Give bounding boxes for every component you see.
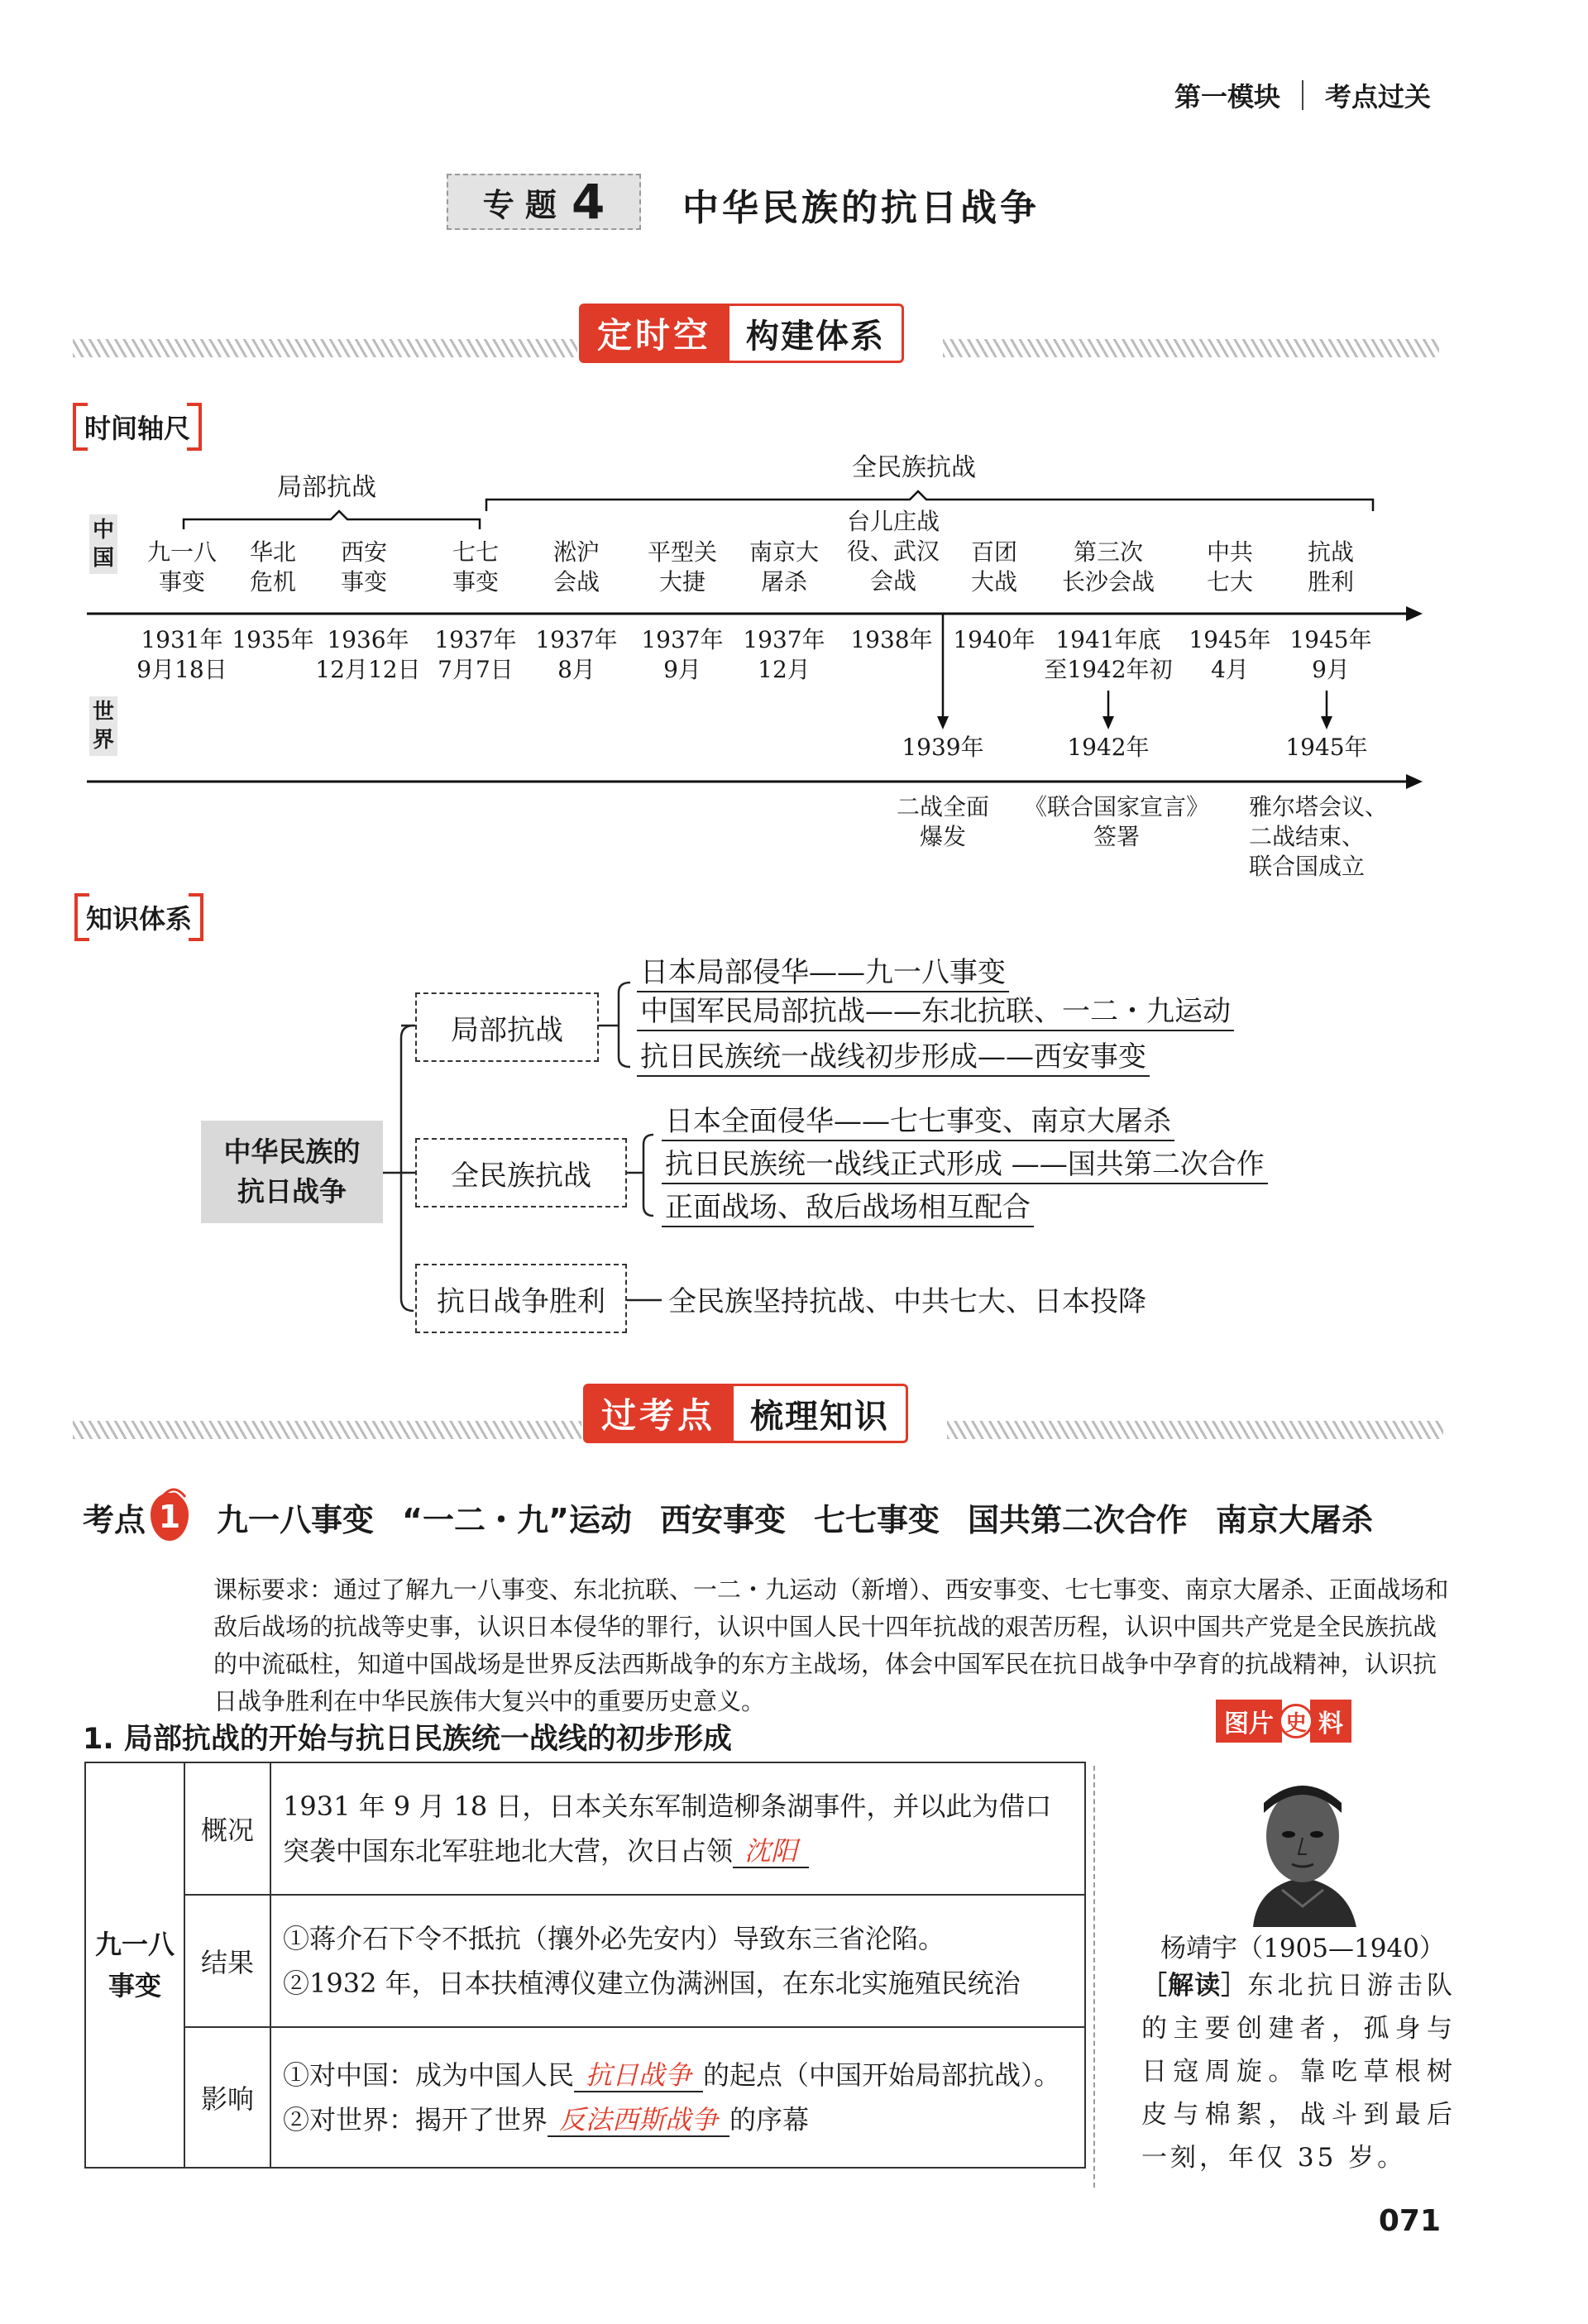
china-tag: 中 国: [89, 514, 117, 574]
portrait-yang-jingyu: [1232, 1762, 1373, 1927]
banner-stripe-left: [73, 1421, 581, 1439]
section-banner-review: [583, 1384, 908, 1443]
world-event-date: 1942年: [1067, 734, 1150, 761]
exam-topic: 国共第二次合作: [968, 1501, 1189, 1538]
event-name: 台儿庄战 役、武汉 会战: [846, 508, 940, 595]
event-name: 淞沪 会战: [552, 538, 600, 595]
row-content: ①蒋介石下令不抵抗（攘外必先安内）导致东三省沦陷。 ②1932 年，日本扶植溥仪建立伪满洲国，在东北实施殖民统治: [270, 1895, 1085, 2027]
node-local: 局部抗战: [415, 992, 599, 1062]
timeline-lines: [0, 0, 1588, 910]
topic-label: 专 题: [482, 186, 557, 223]
table-row: [85, 2027, 1085, 2168]
world-event-date: 1939年: [902, 734, 984, 761]
event-name: 七七 事变: [452, 538, 499, 595]
exam-topic: “一二・九”运动: [402, 1501, 632, 1538]
phase-local-label: 局部抗战: [277, 473, 376, 502]
interpretation-text: 东北抗日游击队的主要创建者，孤身与日寇周旋。靠吃草根树皮与棉絮，战斗到最后一刻，年仅 35 岁。: [1141, 1971, 1456, 2173]
world-event-date: 1945年: [1285, 734, 1368, 761]
row-label: 概况: [184, 1762, 270, 1895]
exam-point-pin-icon: 1: [151, 1493, 189, 1541]
world-tag: 世 界: [89, 696, 117, 756]
answer-fill: 反法西斯战争: [548, 2104, 729, 2137]
branch-item: 日本全面侵华——七七事变、南京大屠杀: [662, 1098, 1174, 1139]
event-table: [84, 1762, 1086, 2169]
event-name: 第三次 长沙会战: [1061, 538, 1155, 595]
section-heading: 1. 局部抗战的开始与抗日民族统一战线的初步形成: [83, 1723, 732, 1756]
event-date: 1935年: [232, 626, 314, 653]
event-date: 1945年 4月: [1189, 626, 1271, 683]
section-label: 考点过关: [1324, 81, 1431, 112]
module-label: 第一模块: [1174, 81, 1280, 112]
branch-item: 抗日民族统一战线初步形成——西安事变: [637, 1034, 1150, 1074]
exam-topic: 七七事变: [814, 1501, 940, 1538]
exam-topic: 南京大屠杀: [1216, 1501, 1374, 1538]
event-date: 1937年 8月: [535, 626, 618, 683]
answer-fill: 沈阳: [733, 1835, 809, 1868]
event-date: 1931年 9月18日: [136, 626, 227, 683]
interpretation-label: ［解读］: [1141, 1971, 1248, 2001]
exam-point-label: 考点: [83, 1501, 146, 1538]
world-event-name: 雅尔塔会议、 二战结束、 联合国成立: [1249, 793, 1389, 880]
exam-point-row: [83, 1493, 1373, 1541]
banner-white-label: 构建体系: [729, 304, 904, 363]
knowledge-root: 中华民族的 抗日战争: [201, 1121, 383, 1223]
event-date: 1945年 9月: [1289, 626, 1372, 683]
page-title: 中华民族的抗日战争: [682, 187, 1040, 229]
event-date: 1941年底 至1942年初: [1044, 626, 1173, 683]
node-full: 全民族抗战: [415, 1138, 627, 1207]
event-date: 1940年: [953, 626, 1036, 653]
world-event-name: 二战全面 爆发: [896, 793, 989, 850]
exam-topic: 西安事变: [659, 1501, 786, 1538]
timeline-label: 时间轴尺: [73, 403, 202, 451]
banner-red-label: 过考点: [583, 1384, 734, 1443]
row-label: 结果: [184, 1895, 270, 2027]
page-number: 071: [1378, 2204, 1441, 2238]
table-row: [85, 1762, 1085, 1895]
answer-fill: 抗日战争: [574, 2059, 703, 2092]
event-date: 1937年 12月: [743, 626, 825, 683]
banner-red-label: 定时空: [579, 304, 729, 363]
branch-item: 日本局部侵华——九一八事变: [637, 949, 1009, 990]
portrait-caption: 杨靖宇（1905—1940）: [1160, 1934, 1445, 1963]
topic-number: 4: [571, 174, 605, 230]
event-name: 抗战 胜利: [1307, 538, 1354, 595]
node-victory: 抗日战争胜利: [415, 1264, 627, 1333]
table-row: [85, 1895, 1085, 2027]
event-name: 百团 大战: [970, 538, 1017, 595]
event-name: 华北 危机: [249, 538, 296, 595]
world-event-name: 《联合国家宣言》 签署: [1023, 793, 1209, 850]
event-name: 九一八 事变: [146, 538, 217, 595]
event-date: 1938年: [850, 626, 933, 653]
picture-history-badge: 图片 史 料: [1216, 1700, 1351, 1743]
row-content: 1931 年 9 月 18 日，日本关东军制造柳条湖事件，并以此为借口突袭中国东北军驻地北大营，次日占领 沈阳: [270, 1762, 1085, 1895]
row-content: ①对中国：成为中国人民 抗日战争 的起点（中国开始局部抗战）。 ②对世界：揭开了世界 反法西斯战争 的序幕: [270, 2027, 1085, 2168]
branch-item: 全民族坚持抗战、中共七大、日本投降: [668, 1285, 1146, 1318]
event-cell: 九一八 事变: [85, 1762, 184, 2168]
branch-item: 抗日民族统一战线正式形成 ——国共第二次合作: [662, 1141, 1268, 1182]
branch-item: 正面战场、敌后战场相互配合: [662, 1184, 1034, 1225]
branch-item: 中国军民局部抗战——东北抗联、一二・九运动: [637, 988, 1234, 1029]
signal-icon: [157, 1479, 190, 1500]
event-date: 1936年 12月12日: [315, 626, 421, 683]
event-name: 平型关 大捷: [647, 538, 717, 595]
event-name: 西安 事变: [340, 538, 387, 595]
event-name: 中共 七大: [1206, 538, 1253, 595]
event-date: 1937年 9月: [641, 626, 724, 683]
knowledge-label: 知识体系: [74, 893, 203, 941]
event-name: 南京大 屠杀: [749, 538, 819, 595]
phase-full-label: 全民族抗战: [852, 453, 976, 482]
banner-white-label: 梳理知识: [734, 1384, 908, 1443]
exam-topic: 九一八事变: [217, 1501, 375, 1538]
event-date: 1937年 7月7日: [434, 626, 517, 683]
banner-stripe-right: [947, 1421, 1443, 1439]
interpretation: [1141, 1964, 1456, 2179]
row-label: 影响: [184, 2027, 270, 2168]
curriculum-requirement: 课标要求：通过了解九一八事变、东北抗联、一二・九运动（新增）、西安事变、七七事变、南京大屠杀、正面战场和敌后战场的抗战等史事，认识日本侵华的罪行，认识中国人民十四年抗战的艰苦历程，认识中国共产党是全民族抗战的中流砥柱，知道中国战场是世界反法西斯战争的东方主战场，体会中国军民在抗日战争中孕育的抗战精神，认识抗日战争胜利在中华民族伟大复兴中的重要历史意义。: [213, 1576, 1449, 1715]
sidebar-divider: [1093, 1766, 1095, 2188]
